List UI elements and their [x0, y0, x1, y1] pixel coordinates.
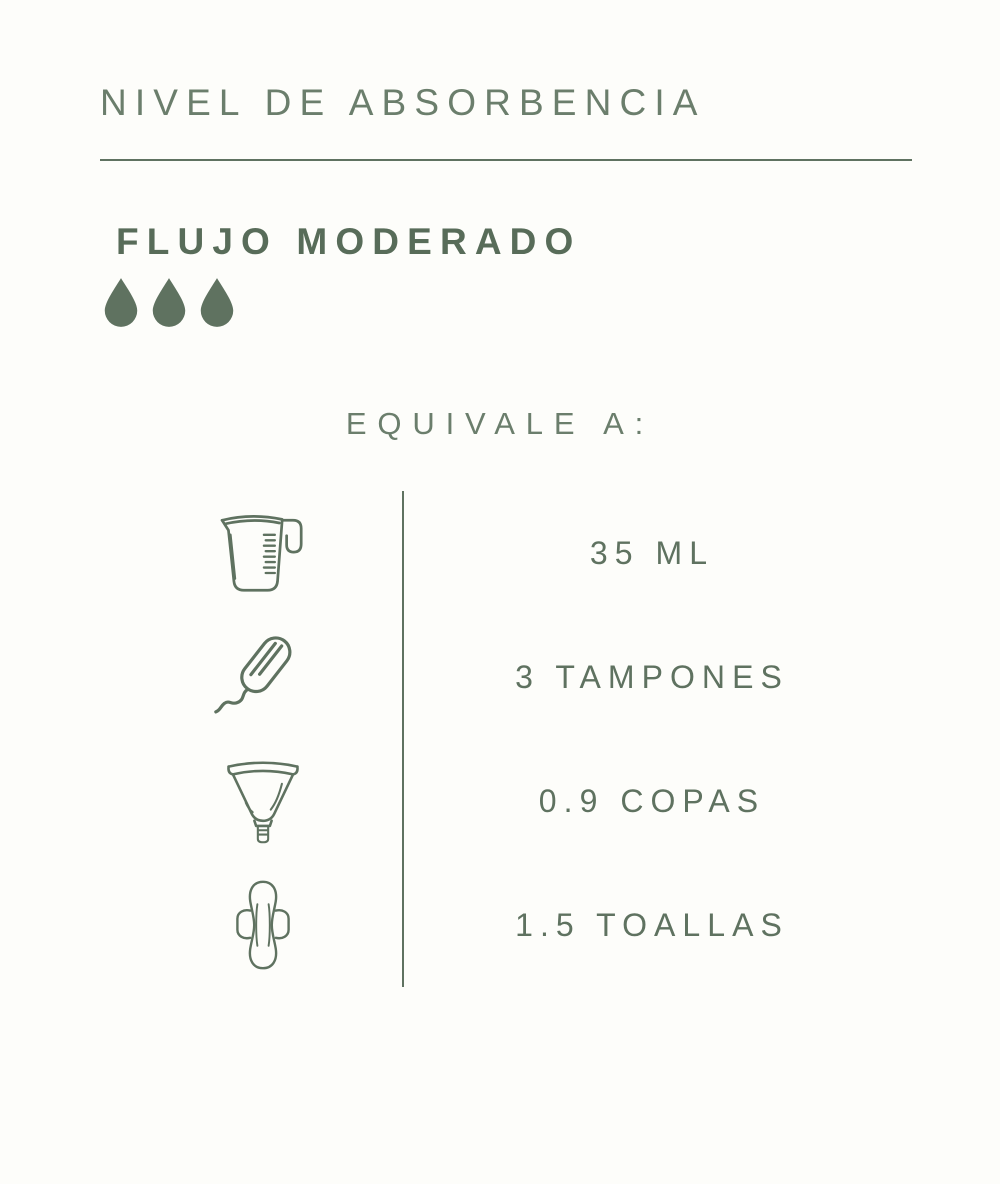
- pad-icon: [100, 863, 402, 987]
- flow-level-label: FLUJO MODERADO: [116, 221, 582, 262]
- equivalence-heading: EQUIVALE A:: [345, 406, 655, 441]
- flow-drops: [100, 276, 1000, 328]
- equivalence-value: 1.5 TOALLAS: [515, 906, 789, 943]
- page-title: NIVEL DE ABSORBENCIA: [100, 82, 706, 123]
- equivalence-value: 0.9 COPAS: [538, 782, 766, 819]
- drop-icon: [196, 276, 238, 328]
- equivalence-value: 3 TAMPONES: [515, 658, 789, 695]
- title-underline: [100, 159, 912, 161]
- measuring-cup-icon: [100, 491, 402, 615]
- menstrual-cup-icon: [100, 739, 402, 863]
- absorbency-infographic: [0, 84, 1000, 1184]
- equivalence-value: 35 ML: [589, 534, 715, 571]
- equivalence-table: [100, 491, 900, 987]
- drop-icon: [100, 276, 142, 328]
- drop-icon: [148, 276, 190, 328]
- tampon-icon: [100, 615, 402, 739]
